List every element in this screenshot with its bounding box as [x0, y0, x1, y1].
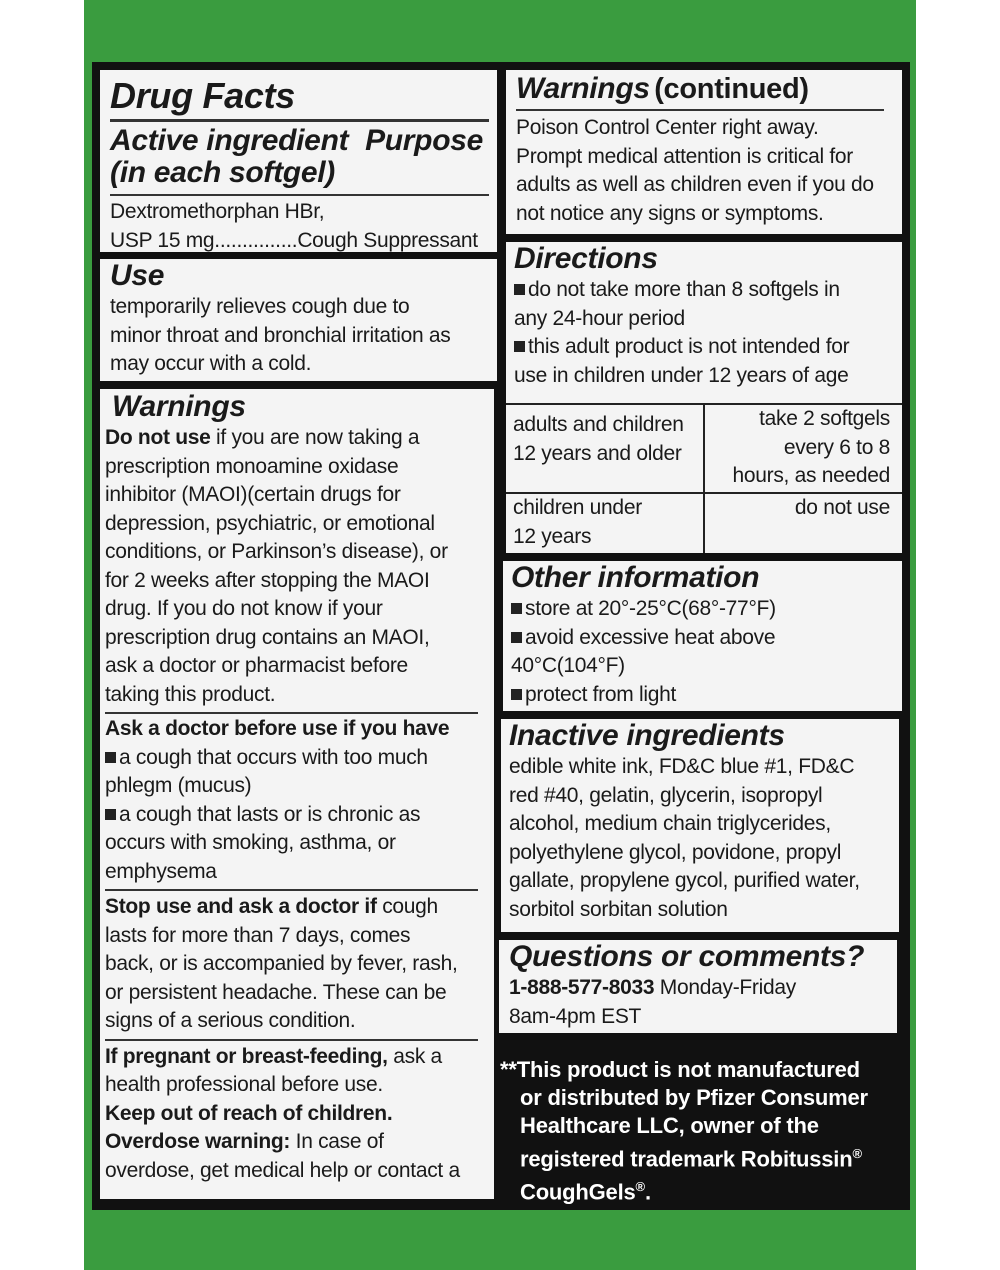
bullet-icon	[105, 752, 116, 763]
warnings-continued-line: Prompt medical attention is critical for	[516, 144, 853, 168]
footnote-line: **This product is not manufactured	[500, 1057, 860, 1082]
footnote-line	[500, 1173, 910, 1206]
inactive-line: gallate, propylene gycol, purified water,	[509, 869, 860, 892]
inactive-line: edible white ink, FD&C blue #1, FD&C	[509, 755, 855, 778]
do-not-use-label: Do not use	[105, 426, 211, 449]
ask-doctor-text: phlegm (mucus)	[105, 774, 252, 797]
do-not-use-line: prescription drug contains an MAOI,	[105, 625, 430, 649]
overdose-label: Overdose warning:	[105, 1130, 291, 1153]
inactive-ingredients-panel	[501, 719, 899, 932]
bullet-icon	[511, 603, 522, 614]
ask-doctor-text: emphysema	[105, 859, 217, 883]
warnings-continued-line: Poison Control Center right away.	[516, 116, 819, 139]
use-line: may occur with a cold.	[110, 352, 312, 375]
divider	[110, 119, 489, 122]
warnings-continued-heading-row	[516, 72, 896, 106]
warnings-continued-line: adults as well as children even if you do	[516, 173, 874, 196]
questions-heading: Questions or comments?	[509, 940, 865, 973]
divider	[516, 109, 884, 111]
warnings-continued-line: not notice any signs or symptoms.	[516, 201, 824, 225]
pregnant-line: health professional before use.	[105, 1073, 383, 1096]
warnings-continued-heading: Warnings	[516, 72, 650, 105]
dosage-who-line: 12 years	[513, 524, 592, 548]
divider	[105, 1039, 478, 1041]
warnings-continued-panel	[506, 70, 902, 234]
bullet-icon	[511, 632, 522, 643]
stop-use-line: signs of a serious condition.	[105, 1009, 356, 1032]
pregnant-line	[105, 1043, 488, 1072]
bullet-icon	[514, 284, 525, 295]
dosage-amount-line: hours, as needed	[732, 464, 890, 487]
stop-use-label: Stop use and ask a doctor if	[105, 895, 377, 918]
questions-panel	[499, 940, 897, 1033]
do-not-use-line: taking this product.	[105, 682, 276, 706]
directions-item	[514, 276, 896, 305]
stop-use-line: lasts for more than 7 days, comes	[105, 923, 411, 947]
dosage-amount-line: every 6 to 8	[783, 435, 890, 459]
divider	[110, 194, 489, 196]
trademark-footnote	[500, 1056, 910, 1207]
footnote-period: .	[644, 1179, 651, 1205]
questions-hours: Monday-Friday	[654, 976, 796, 999]
phone-number[interactable]: 1-888-577-8033	[509, 976, 655, 999]
ask-doctor-heading: Ask a doctor before use if you have	[105, 717, 450, 740]
do-not-use-line: prescription monoamine oxidase	[105, 454, 399, 478]
do-not-use-line: conditions, or Parkinson’s disease), or	[105, 540, 448, 563]
pregnant-text: ask a	[387, 1044, 442, 1068]
pregnant-label: If pregnant or breast-feeding,	[105, 1044, 388, 1068]
registered-mark: ®	[635, 1179, 645, 1195]
other-information-heading: Other information	[511, 561, 760, 594]
dosage-who-line: children under	[513, 496, 642, 519]
bullet-icon	[105, 809, 116, 820]
purpose-heading: Purpose	[365, 124, 483, 157]
divider	[105, 889, 478, 891]
directions-text: use in children under 12 years of age	[514, 363, 849, 387]
footnote-line: Healthcare LLC, owner of the	[520, 1113, 819, 1138]
stop-use-text: cough	[376, 895, 438, 918]
other-info-text: avoid excessive heat above	[525, 625, 776, 649]
drug-facts-title: Drug Facts	[110, 75, 296, 116]
ask-doctor-item	[105, 744, 488, 773]
do-not-use-line: ask a doctor or pharmacist before	[105, 654, 408, 677]
ask-doctor-text: a cough that occurs with too much	[119, 745, 428, 769]
do-not-use-line: depression, psychiatric, or emotional	[105, 511, 435, 535]
divider	[105, 712, 478, 714]
other-info-text: store at 20°-25°C(68°-77°F)	[525, 597, 776, 620]
inactive-line: sorbitol sorbitan solution	[509, 897, 728, 921]
dosage-amount-line: do not use	[794, 496, 890, 519]
overdose-line	[105, 1128, 488, 1157]
directions-text: any 24-hour period	[514, 306, 685, 330]
stop-use-line	[105, 893, 488, 922]
bullet-icon	[511, 689, 522, 700]
dosage-who-line: 12 years and older	[513, 441, 682, 465]
stop-use-line: back, or is accompanied by fever, rash,	[105, 952, 458, 975]
ingredient-line-2: USP 15 mg...............Cough Suppressant	[110, 228, 478, 252]
ask-doctor-text: a cough that lasts or is chronic as	[119, 802, 421, 826]
directions-panel	[506, 242, 902, 553]
do-not-use-line: drug. If you do not know if your	[105, 597, 383, 620]
use-line: minor throat and bronchial irritation as	[110, 323, 451, 347]
ask-doctor-text: occurs with smoking, asthma, or	[105, 831, 396, 854]
warnings-panel	[100, 389, 494, 1199]
dosage-who	[506, 404, 704, 493]
directions-text: this adult product is not intended for	[528, 335, 850, 358]
questions-phone-line	[509, 974, 891, 1003]
do-not-use-line: inhibitor (MAOI)(certain drugs for	[105, 483, 401, 506]
other-info-item	[511, 595, 896, 624]
dosage-amount	[704, 493, 902, 553]
inactive-line: alcohol, medium chain triglycerides,	[509, 812, 831, 835]
directions-heading: Directions	[514, 242, 658, 275]
use-heading: Use	[110, 259, 165, 292]
other-info-item	[511, 681, 896, 710]
use-line: temporarily relieves cough due to	[110, 295, 410, 318]
warnings-heading: Warnings	[112, 390, 246, 423]
ingredient-line-1: Dextromethorphan HBr,	[110, 200, 325, 223]
inactive-ingredients-heading: Inactive ingredients	[509, 719, 785, 752]
dosage-row	[506, 404, 902, 493]
directions-text: do not take more than 8 softgels in	[528, 278, 840, 301]
dosage-who	[506, 493, 704, 553]
dosage-amount-line: take 2 softgels	[759, 407, 890, 430]
other-information-panel	[503, 561, 902, 711]
bullet-icon	[514, 341, 525, 352]
footnote-text: CoughGels	[520, 1179, 636, 1205]
inactive-line: red #40, gelatin, glycerin, isopropyl	[509, 783, 823, 807]
active-ingredient-heading: Active ingredient	[110, 124, 349, 157]
dosage-table	[506, 403, 902, 553]
footnote-line	[500, 1140, 910, 1173]
directions-item	[514, 333, 896, 362]
dosage-row	[506, 493, 902, 553]
footnote-text: registered trademark Robitussin	[520, 1146, 853, 1172]
overdose-line: overdose, get medical help or contact a	[105, 1158, 460, 1182]
dosage-who-line: adults and children	[513, 413, 684, 436]
stop-use-line: or persistent headache. These can be	[105, 980, 447, 1004]
active-ingredient-subheading: (in each softgel)	[110, 156, 335, 189]
other-info-text: 40°C(104°F)	[511, 654, 625, 677]
inactive-line: polyethylene glycol, povidone, propyl	[509, 840, 842, 864]
keep-out-of-reach: Keep out of reach of children.	[105, 1101, 393, 1125]
use-panel	[100, 259, 497, 381]
drug-facts-panel	[100, 70, 497, 252]
do-not-use-text: if you are now taking a	[210, 426, 420, 449]
warnings-continued-suffix: (continued)	[654, 73, 809, 105]
dosage-amount	[704, 404, 902, 493]
do-not-use-line	[105, 424, 488, 453]
footnote-line: or distributed by Pfizer Consumer	[520, 1085, 868, 1110]
registered-mark: ®	[852, 1146, 862, 1161]
do-not-use-line: for 2 weeks after stopping the MAOI	[105, 568, 430, 592]
other-info-item	[511, 624, 896, 653]
overdose-text: In case of	[290, 1130, 384, 1153]
ask-doctor-item	[105, 801, 488, 830]
other-info-text: protect from light	[525, 682, 676, 706]
questions-hours: 8am-4pm EST	[509, 1004, 642, 1028]
